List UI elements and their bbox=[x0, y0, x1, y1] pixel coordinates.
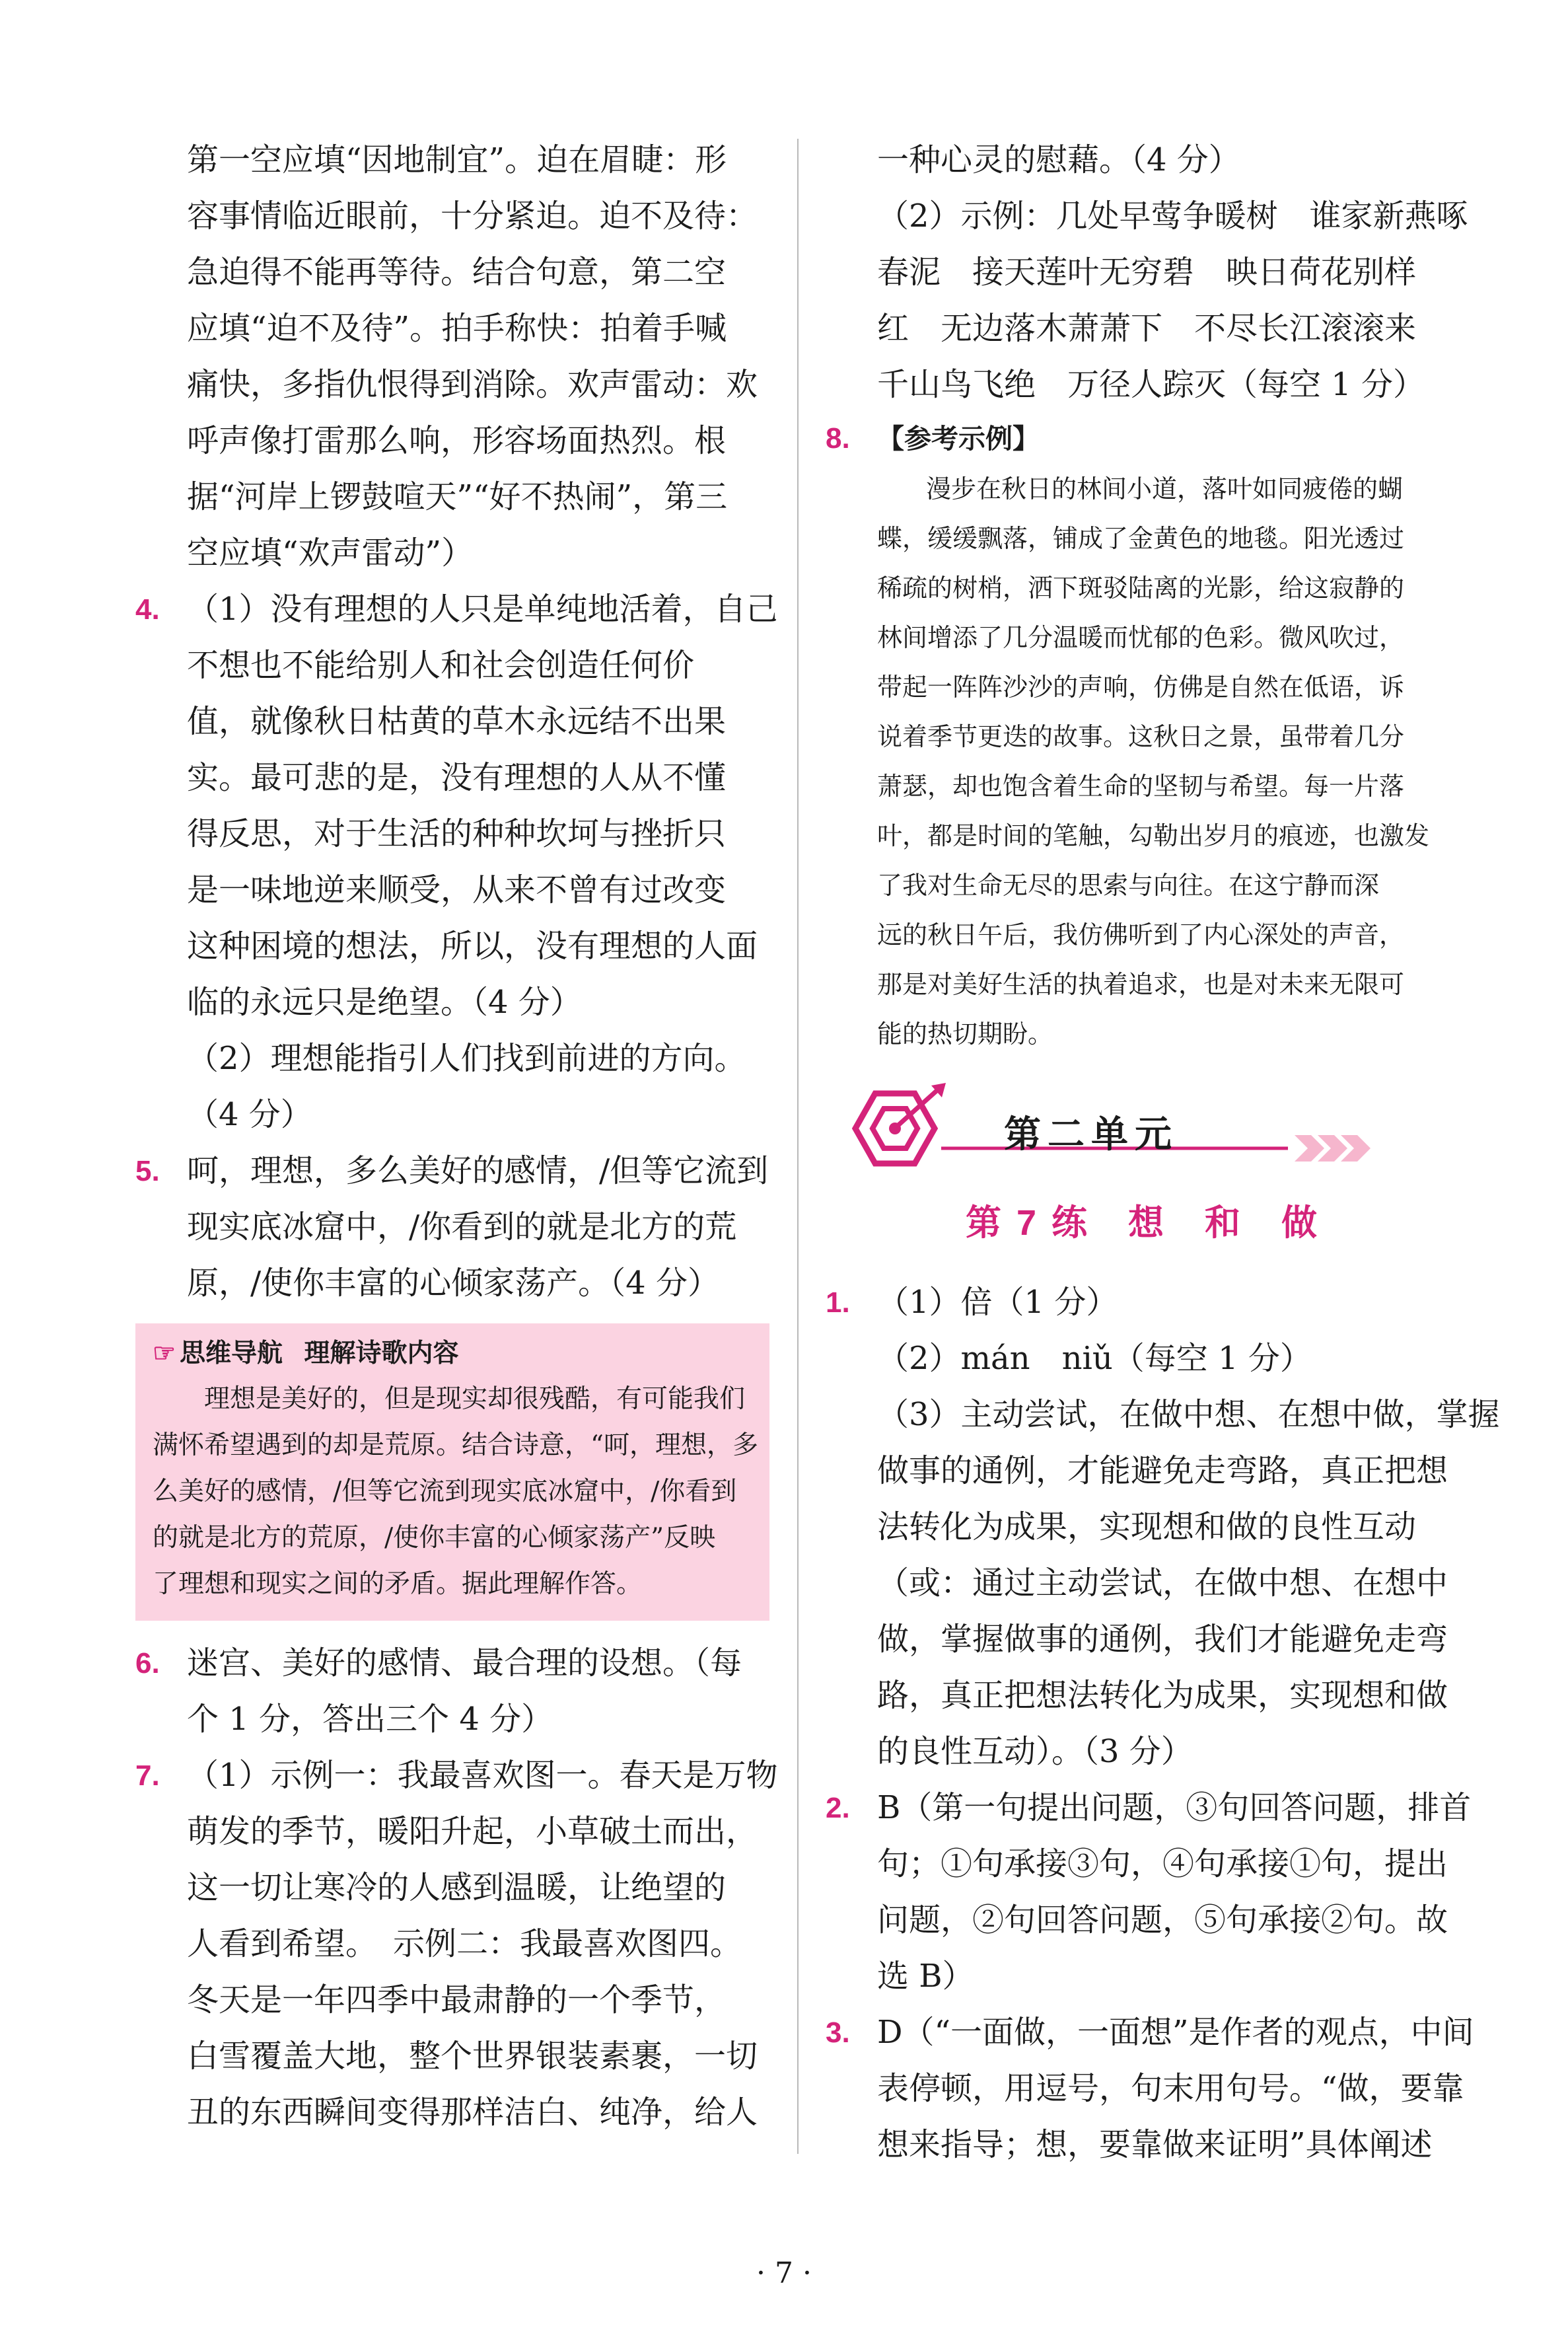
text-line: 应填“迫不及待”。拍手称快：拍着手喊 bbox=[187, 310, 727, 347]
essay-line: 带起一阵阵沙沙的声响，仿佛是自然在低语，诉 bbox=[877, 673, 1405, 702]
hint-line: 理想是美好的，但是现实却很残酷，有可能我们 bbox=[204, 1384, 746, 1414]
question-number: 3. bbox=[826, 2016, 850, 2049]
essay-line: 林间增添了几分温暖而忧郁的色彩。微风吹过， bbox=[877, 623, 1405, 652]
hint-line: 么美好的感情，/但等它流到现实底冰窟中，/你看到 bbox=[153, 1477, 737, 1506]
left-column bbox=[135, 132, 778, 2141]
pointing-hand-icon: ☞ bbox=[153, 1339, 176, 1368]
text-line: 容事情临近眼前，十分紧迫。迫不及待： bbox=[187, 198, 758, 235]
text-line: 做事的通例，才能避免走弯路，真正把想 bbox=[877, 1452, 1448, 1489]
thinking-guide-label: 思维导航 bbox=[179, 1339, 283, 1368]
question-number: 1. bbox=[826, 1286, 850, 1319]
question-1 bbox=[826, 1274, 1500, 1780]
question-4 bbox=[135, 581, 778, 1143]
essay-line: 蝶，缓缓飘落，铺成了金黄色的地毯。阳光透过 bbox=[877, 524, 1405, 553]
question-8 bbox=[826, 413, 1460, 1059]
text-line: 临的永远只是绝望。（4 分） bbox=[187, 984, 582, 1021]
hint-line: 的就是北方的荒原，/使你丰富的心倾家荡产”反映 bbox=[153, 1523, 716, 1553]
right-column bbox=[826, 132, 1500, 2173]
essay-line: 那是对美好生活的执着追求，也是对未来无限可 bbox=[877, 970, 1405, 999]
text-line: 第一空应填“因地制宜”。迫在眉睫：形 bbox=[187, 141, 727, 178]
text-line: 得反思，对于生活的种种坎坷与挫折只 bbox=[187, 815, 727, 852]
unit-title: 第二单元 bbox=[1004, 1113, 1178, 1155]
text-line: 一种心灵的慰藉。（4 分） bbox=[877, 141, 1240, 178]
banner-arrows bbox=[1295, 1135, 1371, 1162]
text-line: 据“河岸上锣鼓喧天”“好不热闹”，第三 bbox=[187, 478, 728, 515]
reference-label: 【参考示例】 bbox=[877, 424, 1040, 454]
text-line: 呼声像打雷那么响，形容场面热烈。根 bbox=[187, 422, 727, 459]
text-line: 丑的东西瞬间变得那样洁白、纯净，给人 bbox=[187, 2094, 758, 2131]
thinking-guide-topic: 理解诗歌内容 bbox=[304, 1339, 459, 1368]
question-number: 4. bbox=[135, 593, 160, 626]
text-line: 原，/使你丰富的心倾家荡产。（4 分） bbox=[187, 1265, 719, 1302]
text-line: 痛快，多指仇恨得到消除。欢声雷动：欢 bbox=[187, 366, 758, 403]
hint-line: 满怀希望遇到的却是荒原。结合诗意，“呵，理想，多 bbox=[153, 1430, 758, 1460]
essay-line: 萧瑟，却也饱含着生命的坚韧与希望。每一片落 bbox=[877, 772, 1405, 801]
question-number: 7. bbox=[135, 1759, 160, 1792]
text-line: 想来指导；想，要靠做来证明”具体阐述 bbox=[877, 2126, 1433, 2163]
text-line: （或：通过主动尝试，在做中想、在想中 bbox=[877, 1565, 1448, 1602]
text-line: 句；①句承接③句，④句承接①句，提出 bbox=[877, 1845, 1448, 1882]
text-line: （2）理想能指引人们找到前进的方向。 bbox=[187, 1040, 746, 1077]
text-line: 实。最可悲的是，没有理想的人从不懂 bbox=[187, 759, 727, 796]
text-line: 空应填“欢声雷动”） bbox=[187, 535, 474, 572]
column-divider bbox=[797, 139, 799, 2154]
essay-line: 叶，都是时间的笔触，勾勒出岁月的痕迹，也激发 bbox=[877, 821, 1430, 850]
essay-line: 了我对生命无尽的思索与向往。在这宁静而深 bbox=[877, 871, 1380, 900]
text-line: 呵，理想，多么美好的感情，/但等它流到 bbox=[187, 1152, 769, 1189]
page-number: · 7 · bbox=[756, 2256, 812, 2290]
text-line: 表停顿，用逗号，句末用句号。“做，要靠 bbox=[877, 2070, 1464, 2107]
essay-line: 稀疏的树梢，洒下斑驳陆离的光影，给这寂静的 bbox=[877, 573, 1405, 603]
thinking-guide-box bbox=[135, 1323, 769, 1621]
text-line: 千山鸟飞绝 万径人踪灭（每空 1 分） bbox=[877, 366, 1425, 403]
text-line: 法转化为成果，实现想和做的良性互动 bbox=[877, 1508, 1417, 1545]
text-line: 急迫得不能再等待。结合句意，第二空 bbox=[187, 254, 727, 291]
essay-line: 能的热切期盼。 bbox=[877, 1019, 1053, 1049]
text-line: （2）mán niǔ（每空 1 分） bbox=[877, 1340, 1312, 1377]
question-number: 8. bbox=[826, 422, 850, 455]
text-line: 选 B） bbox=[877, 1958, 974, 1995]
text-line: 迷宫、美好的感情、最合理的设想。（每 bbox=[187, 1644, 742, 1681]
text-line: 现实底冰窟中，/你看到的就是北方的荒 bbox=[187, 1208, 737, 1245]
question-number: 2. bbox=[826, 1792, 850, 1824]
text-line: （1）倍（1 分） bbox=[877, 1284, 1118, 1321]
text-line: （2）示例：几处早莺争暖树 谁家新燕啄 bbox=[877, 198, 1468, 235]
text-line: 是一味地逆来顺受，从来不曾有过改变 bbox=[187, 871, 727, 908]
question-number: 6. bbox=[135, 1647, 160, 1679]
text-line: 春泥 接天莲叶无穷碧 映日荷花别样 bbox=[877, 254, 1417, 291]
text-line: 白雪覆盖大地，整个世界银装素裹，一切 bbox=[187, 2038, 758, 2075]
text-line: 的良性互动）。（3 分） bbox=[877, 1733, 1193, 1770]
unit-banner bbox=[826, 1079, 1460, 1178]
question-6 bbox=[135, 1635, 769, 1748]
text-line: （4 分） bbox=[187, 1096, 312, 1133]
text-line: （1）没有理想的人只是单纯地活着，自己 bbox=[187, 591, 778, 628]
text-line: （1）示例一：我最喜欢图一。春天是万物 bbox=[187, 1757, 778, 1794]
lesson-title: 第 7 练 想 和 做 bbox=[965, 1203, 1320, 1243]
text-line: 这一切让寒冷的人感到温暖，让绝望的 bbox=[187, 1869, 727, 1906]
text-line: 人看到希望。 示例二：我最喜欢图四。 bbox=[187, 1925, 742, 1962]
text-line: 红 无边落木萧萧下 不尽长江滚滚来 bbox=[877, 310, 1417, 347]
text-line: 萌发的季节，暖阳升起，小草破土而出， bbox=[187, 1813, 758, 1850]
text-line: D（“一面做，一面想”是作者的观点，中间 bbox=[877, 2014, 1474, 2051]
essay-line: 远的秋日午后，我仿佛听到了内心深处的声音， bbox=[877, 920, 1405, 949]
text-line: 个 1 分，答出三个 4 分） bbox=[187, 1701, 553, 1738]
essay-line: 说着季节更迭的故事。这秋日之景，虽带着几分 bbox=[877, 722, 1405, 751]
text-line: 值，就像秋日枯黄的草木永远结不出果 bbox=[187, 703, 727, 740]
question-2 bbox=[826, 1780, 1472, 2005]
question-7 bbox=[135, 1748, 778, 2141]
text-line: （3）主动尝试，在做中想、在想中做，掌握 bbox=[877, 1396, 1500, 1433]
thinking-guide-title bbox=[153, 1331, 752, 1376]
q3-continuation bbox=[135, 132, 769, 581]
text-line: 问题，②句回答问题，⑤句承接②句。故 bbox=[877, 1901, 1448, 1938]
text-line: 不想也不能给别人和社会创造任何价 bbox=[187, 647, 695, 684]
essay-line: 漫步在秋日的林间小道，落叶如同疲倦的蝴 bbox=[926, 474, 1404, 503]
q7-continuation bbox=[826, 132, 1468, 413]
question-3 bbox=[826, 2005, 1474, 2173]
text-line: 路，真正把想法转化为成果，实现想和做 bbox=[877, 1677, 1448, 1714]
text-line: 冬天是一年四季中最肃静的一个季节， bbox=[187, 1981, 727, 2018]
question-5 bbox=[135, 1143, 769, 1311]
text-line: 做，掌握做事的通例，我们才能避免走弯 bbox=[877, 1621, 1448, 1658]
text-line: B（第一句提出问题，③句回答问题，排首 bbox=[877, 1789, 1472, 1826]
text-line: 这种困境的想法，所以，没有理想的人面 bbox=[187, 928, 758, 965]
hint-line: 了理想和现实之间的矛盾。据此理解作答。 bbox=[153, 1569, 643, 1599]
question-number: 5. bbox=[135, 1155, 160, 1187]
